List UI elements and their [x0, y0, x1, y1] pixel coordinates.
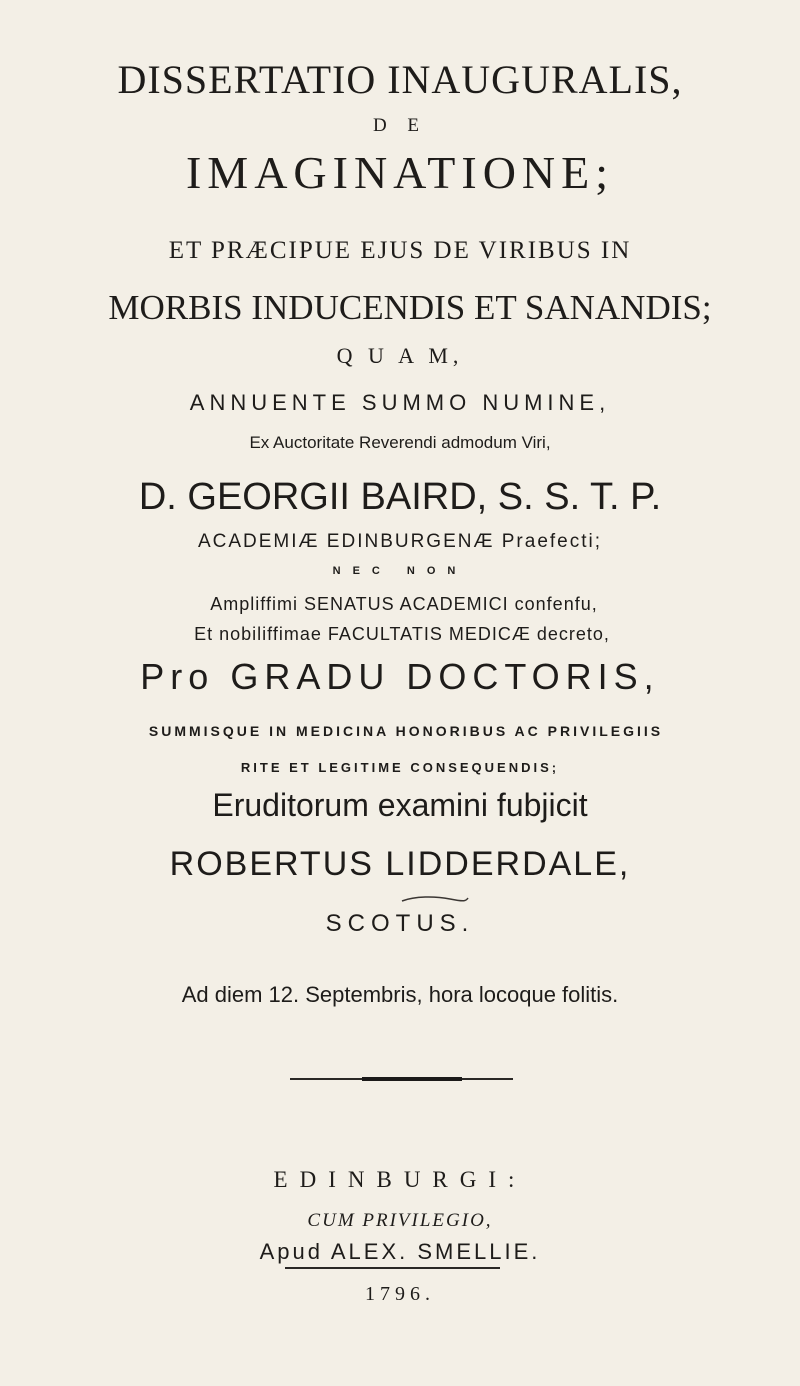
quam-line: Q U A M, [336, 343, 464, 368]
imprint-year: 1796. [365, 1283, 435, 1305]
subtitle-line-2: MORBIS INDUCENDIS ET SANANDIS; [108, 288, 712, 327]
examini-line: Eruditorum examini fubjicit [212, 787, 588, 823]
facultas-line: Et nobiliffimae FACULTATIS MEDICÆ decreto, [194, 624, 610, 644]
imprint-printer: Apud ALEX. SMELLIE. [259, 1239, 541, 1264]
author-origin: SCOTUS. [325, 910, 475, 937]
imprint-city: EDINBURGI: [273, 1167, 527, 1192]
imprint-privilege: CUM PRIVILEGIO, [307, 1210, 493, 1231]
main-title: IMAGINATIONE; [185, 147, 615, 198]
academy-line: ACADEMIÆ EDINBURGENÆ Praefecti; [197, 531, 603, 552]
honoribus-line: SUMMISQUE IN MEDICINA HONORIBUS AC PRIVILEGIIS [148, 723, 664, 739]
ink-flourish [400, 895, 470, 903]
dissertation-heading: DISSERTATIO INAUGURALIS, [117, 57, 683, 102]
nec-non-line: NEC NON [332, 565, 468, 577]
date-line: Ad diem 12. Septembris, hora locoque folitis. [181, 982, 619, 1007]
subtitle-line-1: ET PRÆCIPUE EJUS DE VIRIBUS IN [168, 237, 632, 264]
preposition-de: D E [372, 115, 428, 136]
auctoritate-line: Ex Auctoritate Reverendi admodum Viri, [249, 433, 551, 452]
annuente-line: ANNUENTE SUMMO NUMINE, [189, 390, 611, 415]
consequendis-line: RITE ET LEGITIME CONSEQUENDIS; [240, 760, 560, 775]
principal-name: D. GEORGII BAIRD, S. S. T. P. [138, 476, 662, 518]
author-name: ROBERTUS LIDDERDALE, [169, 845, 631, 883]
senatus-line: Ampliffimi SENATUS ACADEMICI confenfu, [210, 594, 598, 614]
divider-rule-center [362, 1077, 462, 1081]
degree-line: Pro GRADU DOCTORIS, [140, 656, 660, 697]
imprint-rule [285, 1267, 500, 1269]
